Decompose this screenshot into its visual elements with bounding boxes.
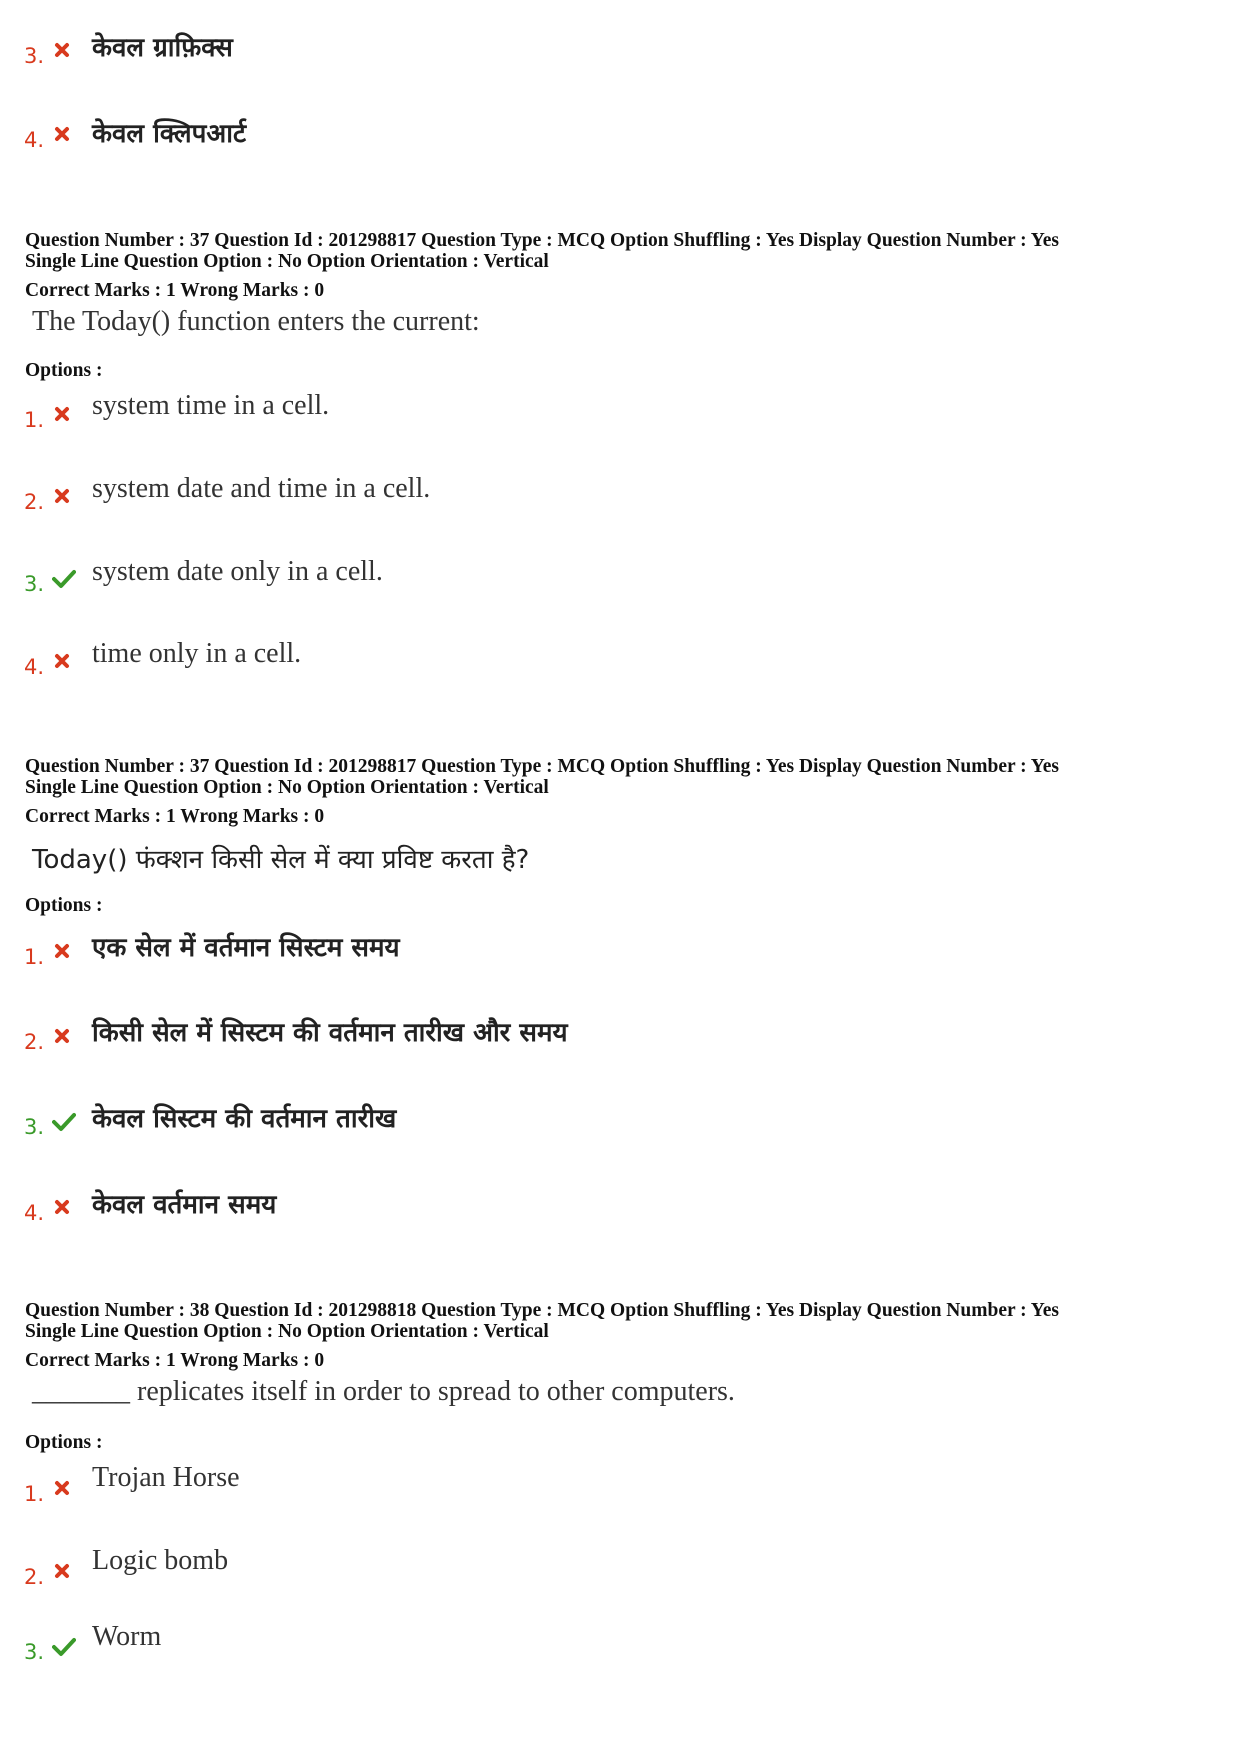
option-text: system date and time in a cell. [92,473,431,504]
wrong-cross-icon [52,941,72,961]
question-text: _______ replicates itself in order to spread to other computers. [32,1376,735,1407]
wrong-cross-icon [52,404,72,424]
wrong-cross-icon [52,1478,72,1498]
option-number: 3. [24,44,45,68]
options-label: Options : [25,895,103,916]
option-text: Trojan Horse [92,1462,240,1493]
option-text: time only in a cell. [92,638,302,669]
question-text: Today() फंक्शन किसी सेल में क्या प्रविष्ट करता है? [32,845,530,875]
option-number: 2. [24,1030,45,1054]
wrong-cross-icon [52,1561,72,1581]
wrong-cross-icon [52,651,72,671]
wrong-cross-icon [52,486,72,506]
question-meta-line1: Question Number : 37 Question Id : 201298817 Question Type : MCQ Option Shuffling : Yes Display Question Number : Yes [25,756,1059,777]
question-meta-line2: Single Line Question Option : No Option Orientation : Vertical [25,777,549,798]
question-text: The Today() function enters the current: [32,306,480,337]
question-marks: Correct Marks : 1 Wrong Marks : 0 [25,806,325,827]
option-number: 4. [24,655,45,679]
option-text: system time in a cell. [92,390,330,421]
option-text: केवल सिस्टम की वर्तमान तारीख [92,1104,397,1134]
option-text: केवल ग्राफ़िक्स [92,33,233,63]
option-number: 1. [24,1482,45,1506]
correct-check-icon [52,1637,76,1657]
question-meta-line1: Question Number : 37 Question Id : 201298817 Question Type : MCQ Option Shuffling : Yes Display Question Number : Yes [25,230,1059,251]
wrong-cross-icon [52,1197,72,1217]
option-number: 1. [24,408,45,432]
option-number: 3. [24,1115,45,1139]
option-number: 2. [24,1565,45,1589]
option-text: एक सेल में वर्तमान सिस्टम समय [92,933,400,963]
option-number: 4. [24,128,45,152]
correct-check-icon [52,569,76,589]
options-label: Options : [25,360,103,381]
question-marks: Correct Marks : 1 Wrong Marks : 0 [25,280,325,301]
option-text: किसी सेल में सिस्टम की वर्तमान तारीख और समय [92,1018,568,1048]
wrong-cross-icon [52,1026,72,1046]
question-marks: Correct Marks : 1 Wrong Marks : 0 [25,1350,325,1371]
option-text: Worm [92,1621,162,1652]
option-number: 3. [24,1640,45,1664]
question-meta-line1: Question Number : 38 Question Id : 201298818 Question Type : MCQ Option Shuffling : Yes Display Question Number : Yes [25,1300,1059,1321]
option-text: केवल वर्तमान समय [92,1190,277,1220]
option-number: 1. [24,945,45,969]
question-meta-line2: Single Line Question Option : No Option Orientation : Vertical [25,1321,549,1342]
option-number: 3. [24,572,45,596]
option-number: 4. [24,1201,45,1225]
option-text: Logic bomb [92,1545,229,1576]
correct-check-icon [52,1112,76,1132]
question-meta-line2: Single Line Question Option : No Option Orientation : Vertical [25,251,549,272]
option-text: system date only in a cell. [92,556,383,587]
wrong-cross-icon [52,124,72,144]
option-text: केवल क्लिपआर्ट [92,119,247,149]
options-label: Options : [25,1432,103,1453]
wrong-cross-icon [52,40,72,60]
option-number: 2. [24,490,45,514]
